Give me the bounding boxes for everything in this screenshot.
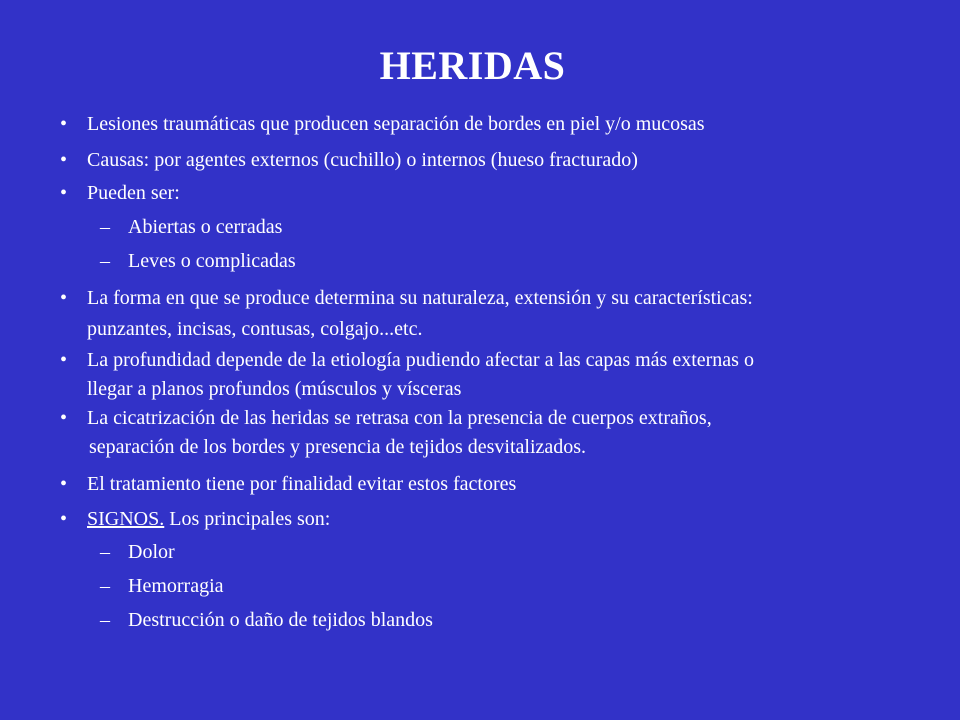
signs-text: Los principales son: <box>164 508 331 530</box>
signs-label: SIGNOS. <box>87 508 165 530</box>
bullet-text-signs <box>87 507 330 531</box>
bullet-marker: • <box>60 149 68 171</box>
bullet-text-healing-line1: La cicatrización de las heridas se retrasa con la presencia de cuerpos extraños, <box>87 407 712 429</box>
subitem-mild-complicated: Leves o complicadas <box>128 250 296 272</box>
subitem-tissue-damage: Destrucción o daño de tejidos blandos <box>128 609 433 631</box>
bullet-text-depth-line2: llegar a planos profundos (músculos y vísceras <box>87 378 462 400</box>
bullet-text-treatment: El tratamiento tiene por finalidad evitar estos factores <box>87 473 517 495</box>
dash-marker: – <box>100 216 110 238</box>
bullet-text-types: Pueden ser: <box>87 182 180 204</box>
subitem-hemorrhage: Hemorragia <box>128 575 224 597</box>
bullet-text-form-line2: punzantes, incisas, contusas, colgajo...etc. <box>87 318 423 340</box>
dash-marker: – <box>100 575 110 597</box>
bullet-text-causes: Causas: por agentes externos (cuchillo) o internos (hueso fracturado) <box>87 149 638 171</box>
subitem-open-closed: Abiertas o cerradas <box>128 216 283 238</box>
bullet-text-depth-line1: La profundidad depende de la etiología pudiendo afectar a las capas más externas o <box>87 349 754 371</box>
dash-marker: – <box>100 609 110 631</box>
bullet-text-healing-line2: separación de los bordes y presencia de tejidos desvitalizados. <box>89 436 587 458</box>
bullet-marker: • <box>60 407 68 429</box>
bullet-marker: • <box>60 349 68 371</box>
bullet-marker: • <box>60 508 68 530</box>
bullet-marker: • <box>60 473 68 495</box>
bullet-text-definition: Lesiones traumáticas que producen separación de bordes en piel y/o mucosas <box>87 113 705 135</box>
bullet-marker: • <box>60 287 68 309</box>
subitem-pain: Dolor <box>128 541 175 563</box>
bullet-text-form-line1: La forma en que se produce determina su naturaleza, extensión y su características: <box>87 287 753 309</box>
bullet-marker: • <box>60 182 68 204</box>
bullet-marker: • <box>60 113 68 135</box>
slide-title: HERIDAS <box>379 43 566 88</box>
dash-marker: – <box>100 541 110 563</box>
dash-marker: – <box>100 250 110 272</box>
